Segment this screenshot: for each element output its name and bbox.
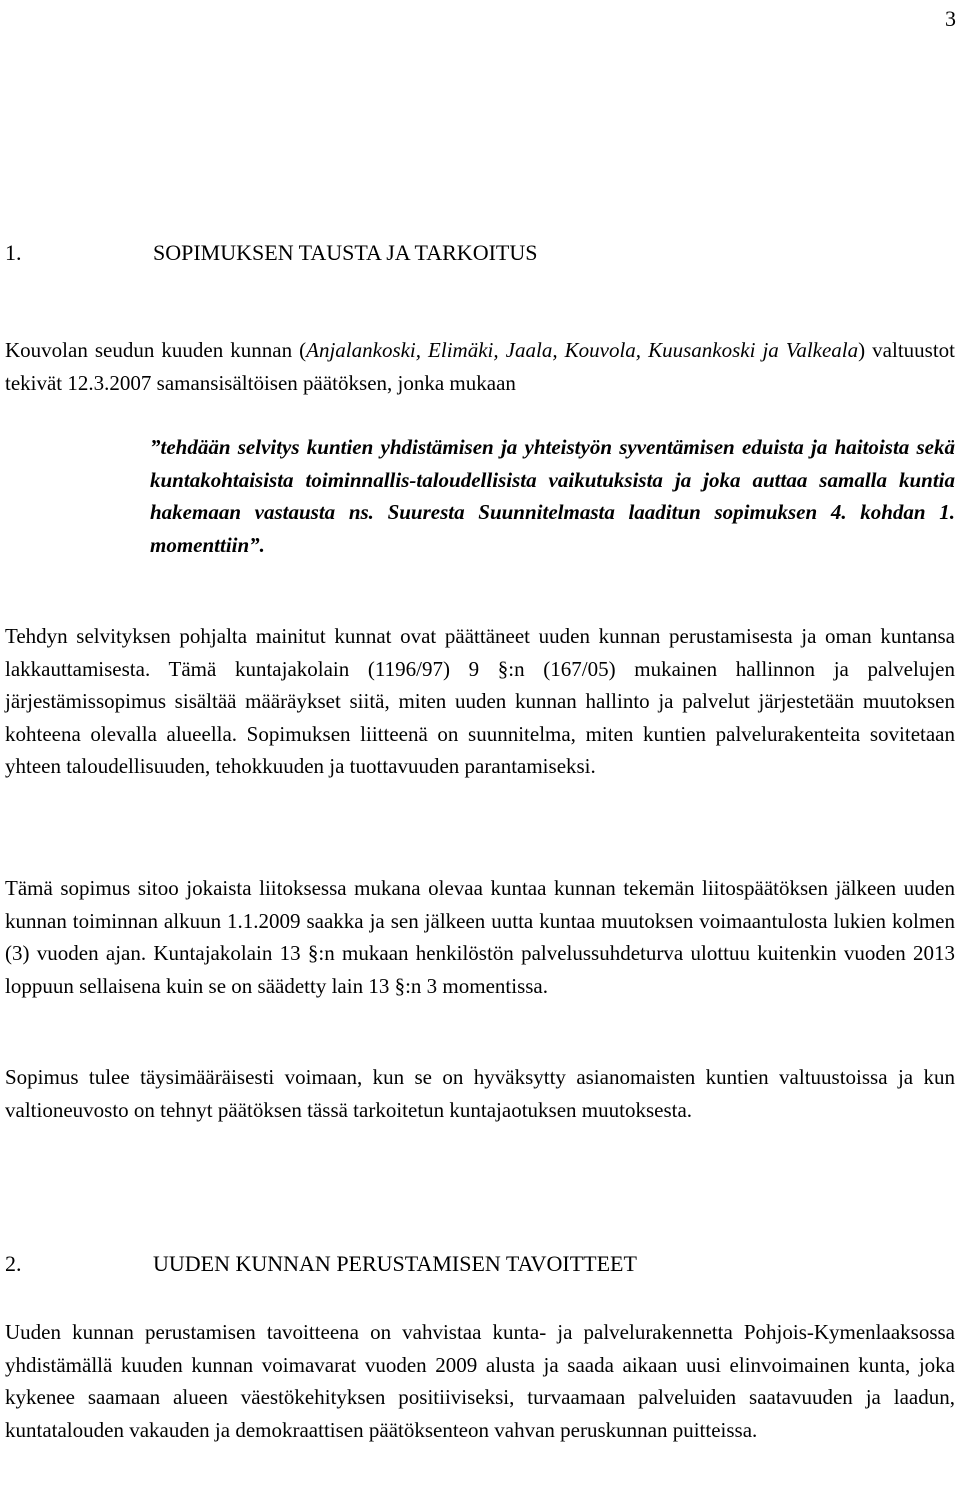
body-paragraph: Sopimus tulee täysimääräisesti voimaan, kun se on hyväksytty asianomaisten kuntien valtuustoissa ja kun valtioneuvosto on tehnyt päätöksen tässä tarkoitetun kuntajaotuksen muutoksesta. (5, 1065, 955, 1122)
section-number: 1. (5, 240, 22, 265)
section-heading-1 (5, 240, 537, 266)
body-paragraph: Tämä sopimus sitoo jokaista liitoksessa mukana olevaa kuntaa kunnan tekemän liitospäätöksen jälkeen uuden kunnan toiminnan alkuun 1.1.2009 saakka ja sen jälkeen uutta kuntaa muutoksen voimaantulosta lukien kolmen (3) vuoden ajan. Kuntajakolain 13 §:n mukaan henkilöstön palvelussuhdeturva ulottuu kuitenkin vuoden 2013 loppuun sellaisena kuin se on säädetty lain 13 §:n 3 momentissa. (5, 876, 955, 998)
body-paragraph: Uuden kunnan perustamisen tavoitteena on vahvistaa kunta- ja palvelurakennetta Pohjois-Kymenlaaksossa yhdistämällä kuuden kunnan voimavarat vuoden 2009 alusta ja saada aikaan uusi elinvoimainen kunta, joka kykenee saamaan alueen väestökehityksen positiiviseksi, turvaamaan palveluiden saatavuuden ja laadun, kuntatalouden vakauden ja demokraattisen päätöksenteon vahvan peruskunnan puitteissa. (5, 1320, 955, 1442)
section-number: 2. (5, 1251, 22, 1276)
intro-text-end: ) valtuustot tekivät 12.3.2007 samansisältöisen päätöksen, jonka mukaan (5, 338, 955, 395)
municipality-list: Anjalankoski, Elimäki, Jaala, Kouvola, Kuusankoski ja Valkeala (306, 338, 859, 362)
page-number: 3 (945, 6, 956, 31)
section-heading-2 (5, 1251, 637, 1277)
intro-text-start: Kouvolan seudun kuuden kunnan ( (5, 338, 307, 362)
section-title: SOPIMUKSEN TAUSTA JA TARKOITUS (153, 240, 538, 265)
intro-paragraph (5, 334, 955, 399)
section-title: UUDEN KUNNAN PERUSTAMISEN TAVOITTEET (153, 1251, 637, 1276)
decision-quote: ”tehdään selvitys kuntien yhdistämisen ja yhteistyön syventämisen eduista ja haitoista sekä kuntakohtaisista toiminnallis-taloudellisista vaikutuksista ja joka auttaa samalla kuntia hakemaan vastausta ns. Suuresta Suunnitelmasta laaditun sopimuksen 4. kohdan 1. momenttiin”. (150, 435, 955, 557)
body-paragraph: Tehdyn selvityksen pohjalta mainitut kunnat ovat päättäneet uuden kunnan perustamisesta ja oman kuntansa lakkauttamisesta. Tämä kuntajakolain (1196/97) 9 §:n (167/05) mukainen hallinnon ja palvelujen järjestämissopimus sisältää määräykset siitä, miten uuden kunnan hallinto ja palvelut järjestetään muutoksen kohteena olevalla alueella. Sopimuksen liitteenä on suunnitelma, miten kuntien palvelurakenteita sovitetaan yhteen taloudellisuuden, tehokkuuden ja tuottavuuden parantamiseksi. (5, 624, 955, 779)
